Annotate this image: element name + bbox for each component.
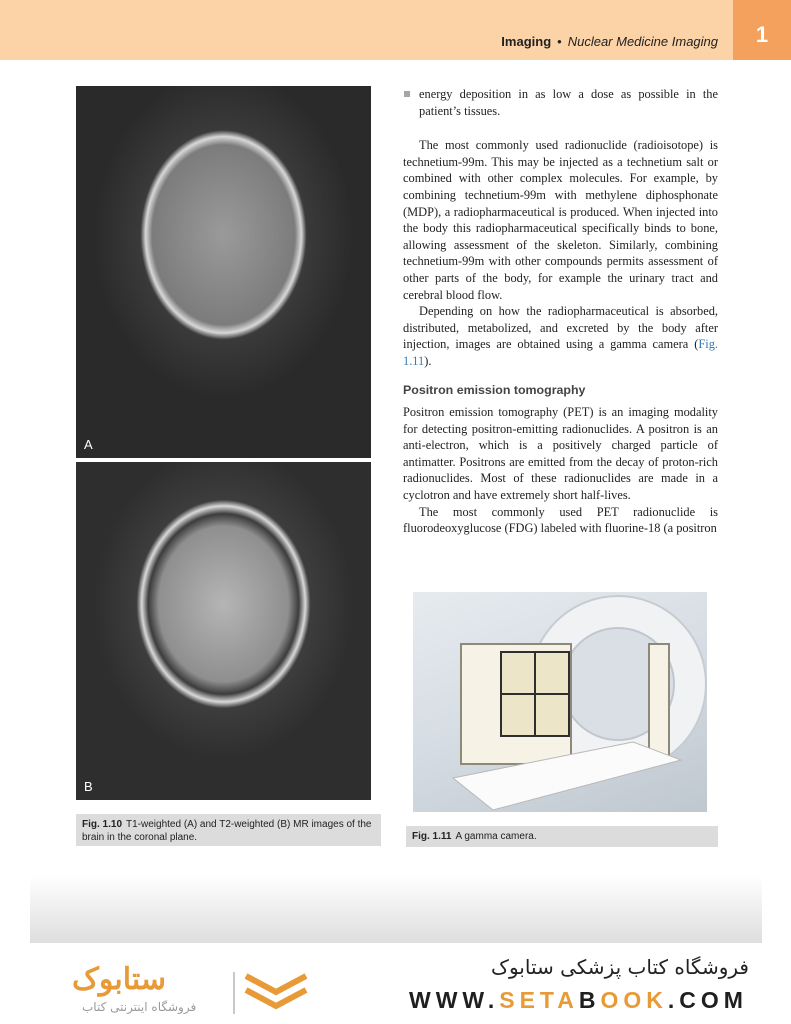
- figure-1-11-label: Fig. 1.11: [412, 831, 452, 842]
- paragraph-gamma-camera-end: ).: [424, 353, 432, 368]
- section-heading-pet: Positron emission tomography: [403, 382, 586, 397]
- store-url-accent-2: OOK: [600, 987, 668, 1013]
- store-chevron-logo-icon: [232, 968, 314, 1018]
- store-url-mid: B: [578, 987, 601, 1013]
- store-logo-tagline: فروشگاه اینترنتی کتاب: [82, 1000, 197, 1014]
- bullet-item: [403, 86, 718, 119]
- gamma-camera-photo: [413, 592, 707, 812]
- chapter-number: 1: [755, 22, 769, 47]
- body-text-column: [403, 86, 718, 537]
- running-head-section: Imaging: [501, 34, 552, 49]
- store-url-suffix: .COM: [667, 987, 748, 1013]
- store-url-accent: SETA: [499, 987, 579, 1013]
- running-head-separator: •: [557, 34, 562, 49]
- paragraph-gamma-camera: [403, 303, 718, 369]
- gamma-camera-illustration: [413, 592, 707, 812]
- running-head-subsection: Nuclear Medicine Imaging: [567, 34, 718, 49]
- bullet-text: energy deposition in as low a dose as possible in the patient’s tissues.: [419, 87, 718, 118]
- panel-label-b: B: [84, 779, 93, 794]
- running-head: [501, 34, 718, 49]
- paragraph-fdg: The most commonly used PET radionuclide is fluorodeoxyglucose (FDG) labeled with fluorine-18 (a positron: [403, 504, 718, 536]
- figure-1-10-caption-text: T1-weighted (A) and T2-weighted (B) MR images of the brain in the coronal plane.: [82, 819, 372, 843]
- mr-image-t1-coronal: [76, 86, 371, 458]
- running-header-band: [0, 0, 733, 60]
- paragraph-gamma-camera-text: Depending on how the radiopharmaceutical is absorbed, distributed, metabolized, and excreted by the body after injection, images are obtained using a gamma camera (: [403, 304, 718, 352]
- paragraph-pet: Positron emission tomography (PET) is an imaging modality for detecting positron-emitting radionuclides. A positron is an anti-electron, which is a positively charged particle of antimatter. Positrons are emitted from the decay of proton-rich radionuclides. Most of these radionuclides are made in a cyclotron and have extremely short half-lives.: [403, 405, 718, 503]
- paragraph-technetium: The most commonly used radionuclide (radioisotope) is technetium-99m. This may be injected as a technetium salt or combined with other complex molecules. For example, by combining technetium-99m with methylene diphosphonate (MDP), a radiopharmaceutical is produced. When injected into the body this radiopharmaceutical specifically binds to bone, allowing assessment of the skeleton. Similarly, combining technetium-99m with other compounds permits assessment of other parts of the body, for example the urinary tract and cerebral blood flow.: [403, 138, 718, 302]
- figure-1-11-caption-text: A gamma camera.: [455, 831, 537, 842]
- figure-1-11-caption: [406, 826, 718, 847]
- store-url[interactable]: [409, 987, 748, 1014]
- store-logo: ستابوک: [72, 963, 167, 996]
- figure-1-10-label: Fig. 1.10: [82, 819, 123, 830]
- bullet-square-icon: [404, 91, 410, 97]
- figure-1-11-link[interactable]: Fig. 1.11: [403, 337, 718, 368]
- footer-gradient: [30, 875, 762, 943]
- mr-image-t2-coronal: [76, 462, 371, 800]
- figure-1-10-caption: [76, 814, 381, 846]
- panel-label-a: A: [84, 437, 93, 452]
- store-url-prefix: WWW.: [409, 987, 500, 1013]
- store-title: فروشگاه کتاب پزشکی ستابوک: [491, 955, 749, 979]
